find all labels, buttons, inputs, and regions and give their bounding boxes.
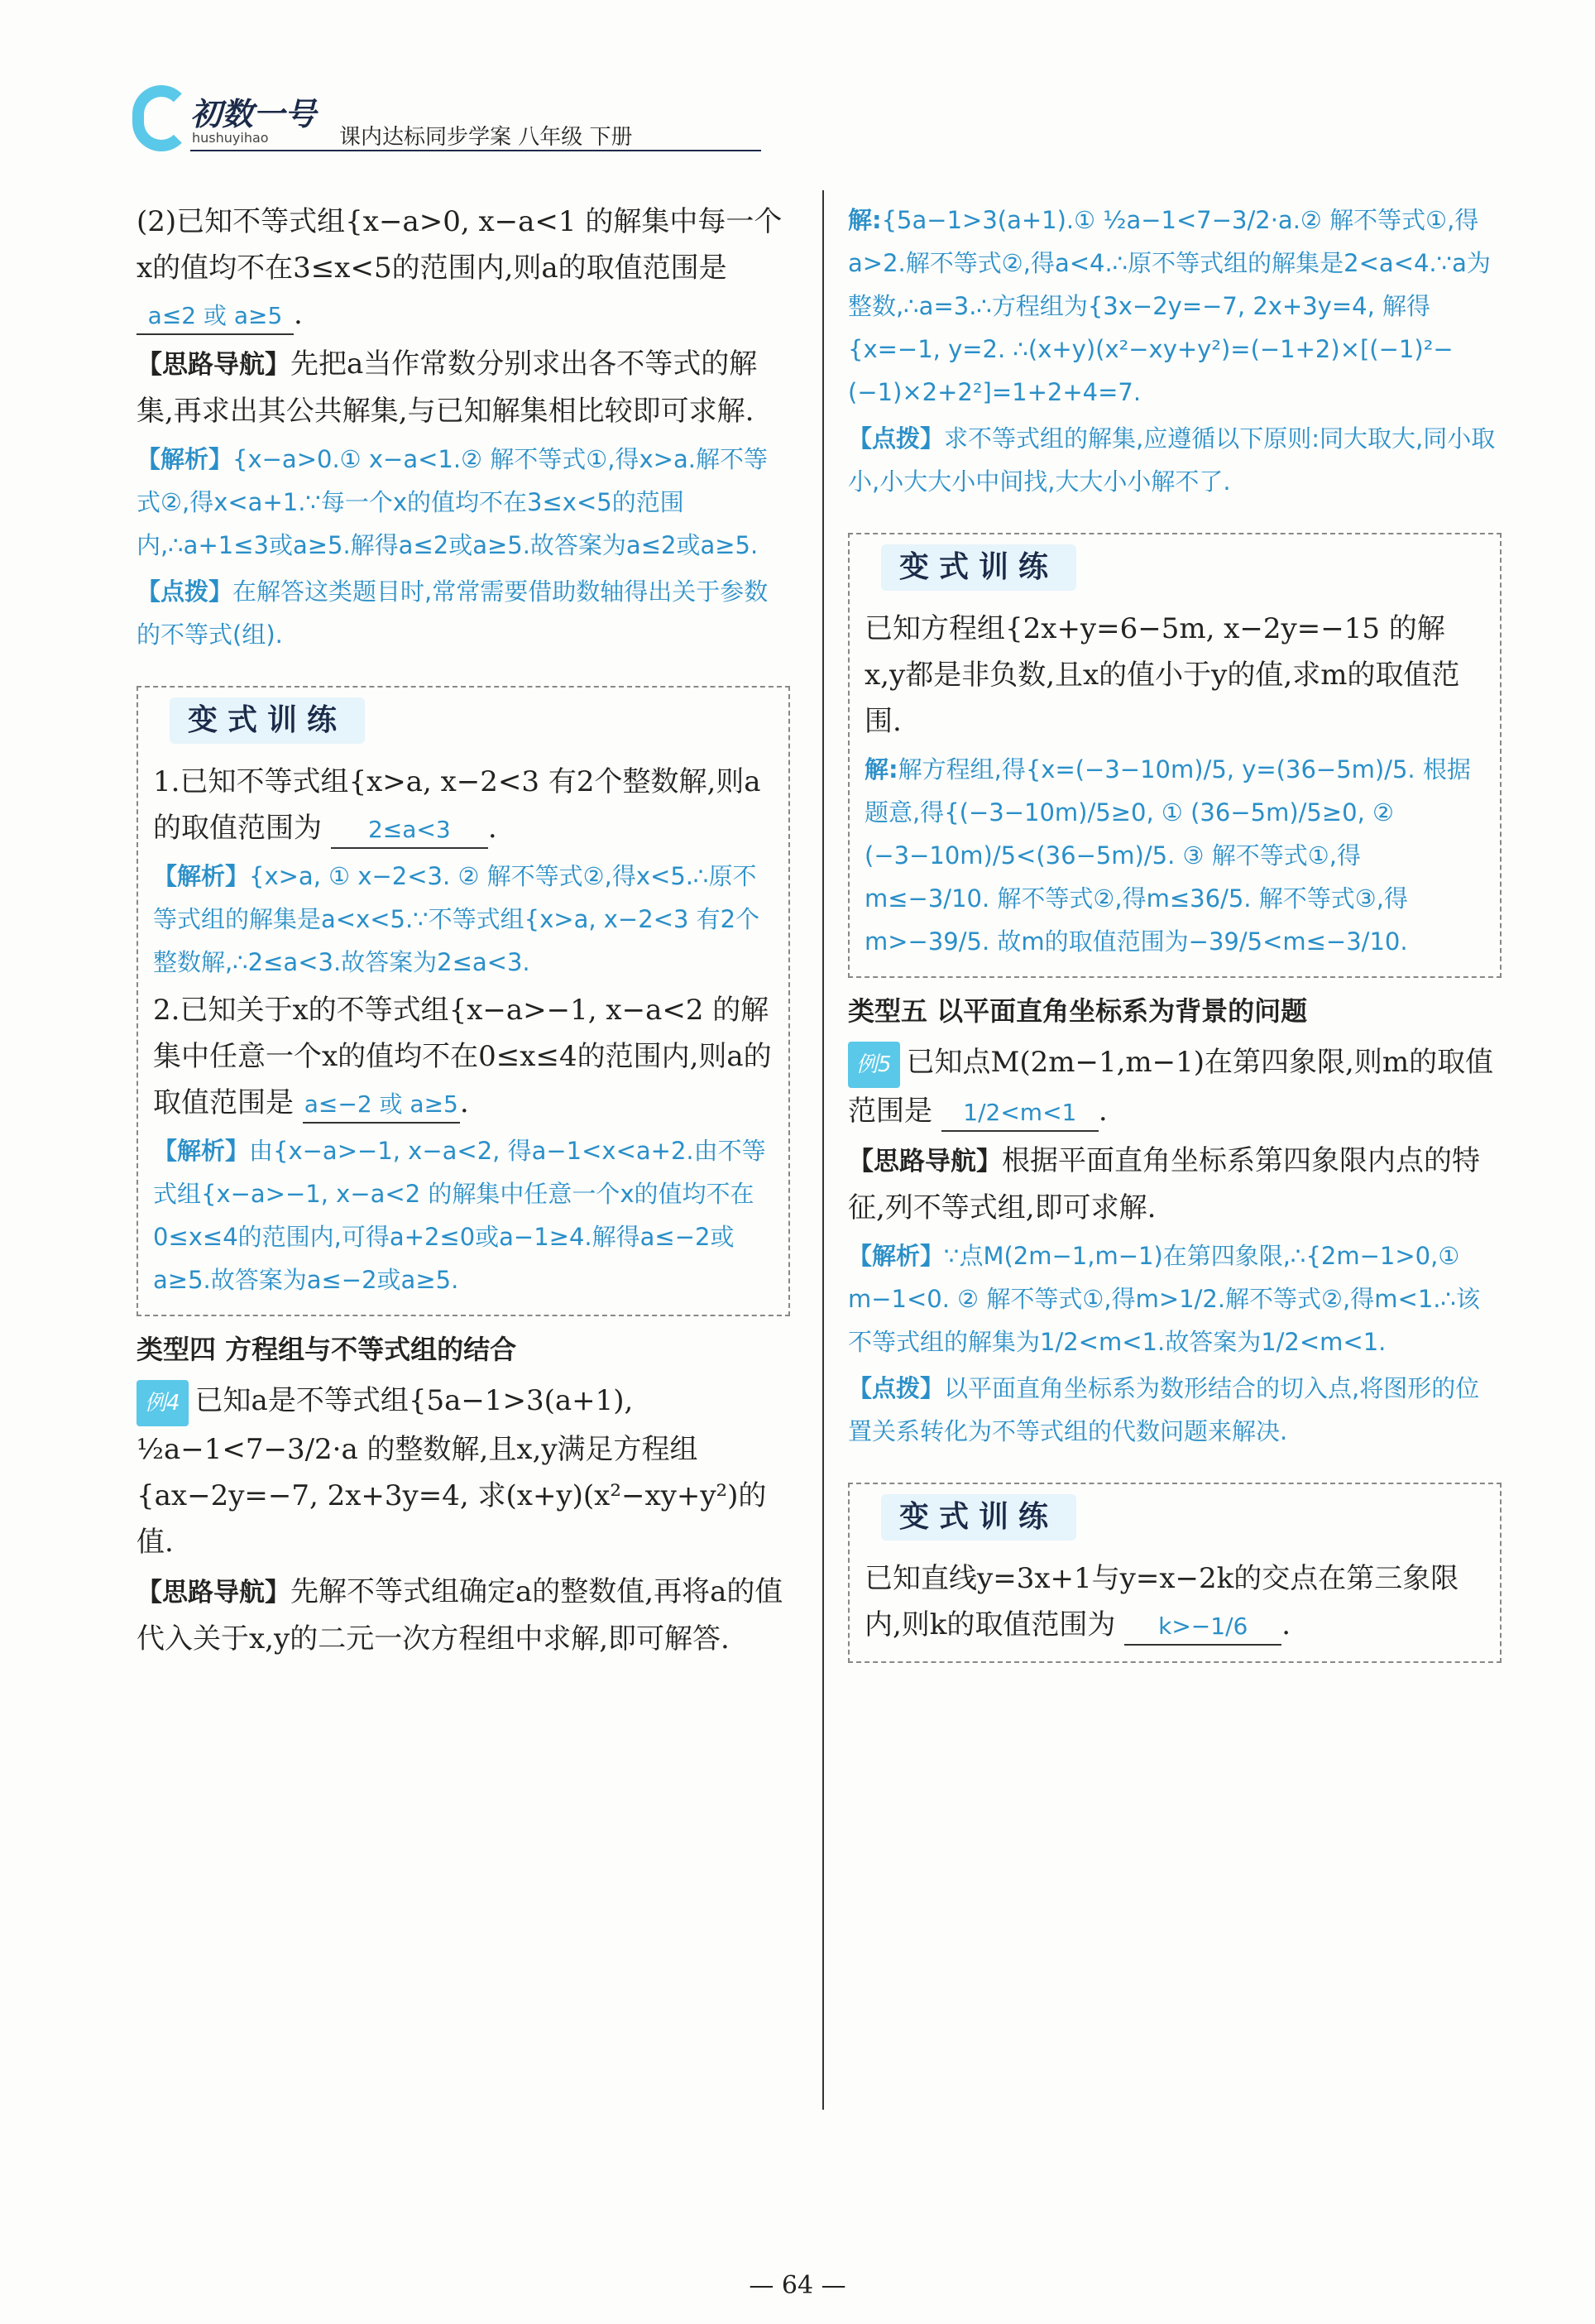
guide-tag: 【思路导航】: [137, 1578, 290, 1608]
header-divider: [190, 150, 761, 151]
logo-title: 初数一号: [190, 96, 317, 132]
solution-text: ∵点M(2m−1,m−1)在第四象限,∴{2m−1>0,① m−1<0. ② 解不等式①,得m>1/2.解不等式②,得m<1.∴该不等式组的解集为1/2<m<1.故答案为1/2<m<1.: [848, 1242, 1480, 1356]
guide-text: 根据平面直角坐标系第四象限内点的特征,列不等式组,即可求解.: [848, 1144, 1480, 1224]
solution-text: 解方程组,得{x=(−3−10m)/5, y=(36−5m)/5. 根据题意,得{(−3−10m)/5≥0, ① (36−5m)/5≥0, ② (−3−10m)/5<(36−5m)/5. ③ 解不等式①,得m≤−3/10. 解不等式②,得m≤36/5. 解不等式③,得m>−39/5. 故m的取值范围为−39/5<m≤−3/10.: [865, 755, 1471, 956]
example-badge: 例5: [848, 1042, 900, 1088]
solution-tag: 【解析】: [153, 862, 250, 890]
guide-tag: 【思路导航】: [137, 350, 290, 380]
guide-tag: 【思路导航】: [848, 1147, 1002, 1176]
solution-tag: 【解析】: [137, 445, 233, 473]
logo-pinyin: hushuyihao: [192, 130, 269, 146]
solution-text: {5a−1>3(a+1).① ½a−1<7−3/2·a.② 解不等式①,得a>2.解不等式②,得a<4.∴原不等式组的解集是2<a<4.∵a为整数,∴a=3.∴方程组为{3x−2y=−7, 2x+3y=4, 解得{x=−1, y=2. ∴(x+y)(x²−xy+y²)=(−1+2)×[(−1)²−(−1)×2+2²]=1+2+4=7.: [848, 206, 1491, 406]
tip-text: 在解答这类题目时,常常需要借助数轴得出关于参数的不等式(组).: [137, 577, 769, 649]
tip-tag: 【点拨】: [137, 577, 233, 606]
practice-question: 已知方程组{2x+y=6−5m, x−2y=−15 的解x,y都是非负数,且x的值小于y的值,求m的取值范围.: [865, 612, 1460, 738]
solution-text: 由{x−a>−1, x−a<2, 得a−1<x<a+2.由不等式组{x−a>−1, x−a<2 的解集中任意一个x的值均不在0≤x≤4的范围内,可得a+2≤0或a−1≥4.解得a≤−2或a≥5.故答案为a≤−2或a≥5.: [153, 1137, 766, 1294]
page-header: [132, 79, 695, 161]
section-heading: 类型五 以平面直角坐标系为背景的问题: [848, 995, 1308, 1027]
guide-text: 先把a当作常数分别求出各不等式的解集,再求出其公共解集,与已知解集相比较即可求解.: [137, 347, 758, 428]
tip-tag: 【点拨】: [848, 424, 945, 453]
solution-tag: 解:: [848, 206, 882, 234]
tip-tag: 【点拨】: [848, 1374, 945, 1402]
left-column: [137, 199, 790, 1665]
question-2: (2)已知不等式组{x−a>0, x−a<1 的解集中每一个x的值均不在3≤x<5的范围内,则a的取值范围是 a≤2 或 a≥5 .: [137, 199, 790, 338]
column-divider: [822, 190, 824, 2110]
solution-text: {x−a>0.① x−a<1.② 解不等式①,得x>a.解不等式②,得x<a+1.∵每一个x的值均不在3≤x<5的范围内,∴a+1≤3或a≥5.解得a≤2或a≥5.故答案为a≤2或a≥5.: [137, 445, 768, 559]
practice-question: 已知直线y=3x+1与y=x−2k的交点在第三象限内,则k的取值范围为 k>−1/6 .: [865, 1555, 1485, 1648]
solution-tag: 【解析】: [848, 1242, 945, 1270]
answer-blank: 2≤a<3: [331, 812, 488, 849]
solution-tag: 【解析】: [153, 1137, 250, 1165]
answer-blank: k>−1/6: [1124, 1609, 1281, 1646]
answer-blank: 1/2<m<1: [941, 1095, 1099, 1132]
page-number: — 64 —: [749, 2271, 846, 2300]
practice-title: 变式训练: [881, 1494, 1076, 1541]
practice-box: [137, 686, 790, 1316]
right-column: [848, 199, 1502, 1673]
answer-blank: a≤2 或 a≥5: [137, 299, 294, 335]
section-heading: 类型四 方程组与不等式组的结合: [137, 1334, 517, 1365]
tip-text: 以平面直角坐标系为数形结合的切入点,将图形的位置关系转化为不等式组的代数问题来解决.: [848, 1374, 1480, 1445]
guide-text: 先解不等式组确定a的整数值,再将a的值代入关于x,y的二元一次方程组中求解,即可解答.: [137, 1575, 783, 1656]
practice-question-2: 2.已知关于x的不等式组{x−a>−1, x−a<2 的解集中任意一个x的值均不在0≤x≤4的范围内,则a的取值范围是 a≤−2 或 a≥5.: [153, 987, 774, 1126]
solution-tag: 解:: [865, 755, 898, 783]
example-badge: 例4: [137, 1380, 189, 1426]
practice-title: 变式训练: [881, 544, 1076, 591]
header-subtitle: 课内达标同步学案 八年级 下册: [339, 125, 633, 150]
answer-blank: a≤−2 或 a≥5: [303, 1087, 460, 1124]
logo-icon: [132, 85, 190, 151]
example-4: 例4 已知a是不等式组{5a−1>3(a+1), ½a−1<7−3/2·a 的整数解,且x,y满足方程组{ax−2y=−7, 2x+3y=4, 求(x+y)(x²−xy+y²)的值.: [137, 1378, 790, 1565]
tip-text: 求不等式组的解集,应遵循以下原则:同大取大,同小取小,小大大小中间找,大大小小解不了.: [848, 424, 1496, 496]
example-5: 例5 已知点M(2m−1,m−1)在第四象限,则m的取值范围是 1/2<m<1 .: [848, 1039, 1502, 1134]
practice-box: [848, 533, 1502, 978]
solution-text: {x>a, ① x−2<3. ② 解不等式②,得x<5.∴原不等式组的解集是a<x<5.∵不等式组{x>a, x−2<3 有2个整数解,∴2≤a<3.故答案为2≤a<3.: [153, 862, 760, 976]
practice-question-1: 1.已知不等式组{x>a, x−2<3 有2个整数解,则a的取值范围为 2≤a<3 .: [153, 759, 774, 851]
practice-box: [848, 1483, 1502, 1663]
practice-title: 变式训练: [170, 697, 365, 744]
